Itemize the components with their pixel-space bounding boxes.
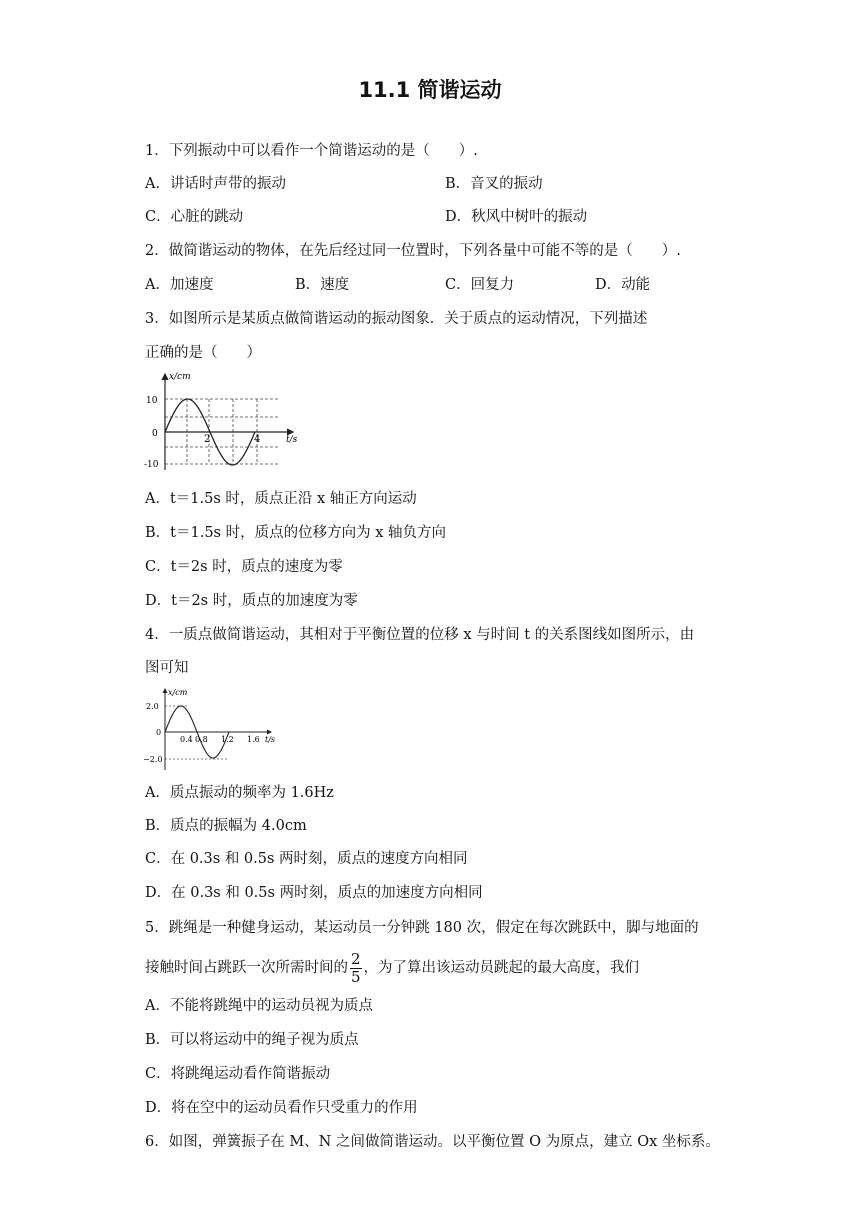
q4-option-a: A．质点振动的频率为 1.6Hz xyxy=(145,785,334,801)
q4-option-b: B．质点的振幅为 4.0cm xyxy=(145,818,307,834)
q4-x-tick-1.6: 1.6 xyxy=(247,735,260,744)
q4-option-c: C．在 0.3s 和 0.5s 两时刻，质点的速度方向相同 xyxy=(145,851,468,867)
q3-y-tick-neg10: -10 xyxy=(144,460,159,470)
q1-option-b: B．音叉的振动 xyxy=(445,176,543,192)
q5-option-d: D．将在空中的运动员看作只受重力的作用 xyxy=(145,1100,418,1116)
q4-y-tick-0: 0 xyxy=(156,728,162,737)
q4-x-tick-1.2: 1.2 xyxy=(221,735,234,744)
q4-y-tick-2: 2.0 xyxy=(146,702,159,711)
q4-oscillation-graph xyxy=(143,686,283,774)
q3-x-axis-label: t/s xyxy=(286,435,298,445)
q1-option-c: C．心脏的跳动 xyxy=(145,209,244,225)
q4-y-tick-neg2: −2.0 xyxy=(143,755,163,764)
q4-option-d: D．在 0.3s 和 0.5s 两时刻，质点的加速度方向相同 xyxy=(145,885,483,901)
q2-option-b: B．速度 xyxy=(295,277,350,293)
q3-option-b: B．t＝1.5s 时，质点的位移方向为 x 轴负方向 xyxy=(145,525,446,541)
question-2-stem: 2．做简谐运动的物体，在先后经过同一位置时，下列各量中可能不等的是（ ）. xyxy=(145,243,681,259)
q1-option-d: D．秋风中树叶的振动 xyxy=(445,209,588,225)
question-1-stem: 1．下列振动中可以看作一个简谐运动的是（ ）. xyxy=(145,143,478,159)
question-4-stem-line1: 4．一质点做简谐运动，其相对于平衡位置的位移 x 与时间 t 的关系图线如图所示，由 xyxy=(145,627,695,643)
page-title: 11.1 简谐运动 xyxy=(358,78,502,102)
q2-option-a: A．加速度 xyxy=(145,277,214,293)
q2-option-d: D．动能 xyxy=(595,277,651,293)
q3-x-tick-2: 2 xyxy=(204,434,211,445)
q5-option-b: B．可以将运动中的绳子视为质点 xyxy=(145,1032,359,1048)
q5-option-a: A．不能将跳绳中的运动员视为质点 xyxy=(145,998,373,1014)
question-6-stem: 6．如图，弹簧振子在 M、N 之间做简谐运动。以平衡位置 O 为原点，建立 Ox 坐标系。 xyxy=(145,1134,720,1150)
q3-x-tick-4: 4 xyxy=(254,434,261,445)
q2-option-c: C．回复力 xyxy=(445,277,515,293)
question-4-stem-line2: 图可知 xyxy=(145,660,189,676)
q5-option-c: C．将跳绳运动看作简谐振动 xyxy=(145,1066,331,1082)
q5-fraction-numerator: 2 xyxy=(351,949,361,968)
q4-y-axis-label: x/cm xyxy=(168,688,188,697)
q4-x-tick-0.8: 0.8 xyxy=(195,735,208,744)
q5-fraction-denominator: 5 xyxy=(351,967,361,986)
q5-stem-before-fraction: 接触时间占跳跃一次所需时间的 xyxy=(145,960,348,976)
q3-y-axis-label: x/cm xyxy=(169,372,191,382)
question-5-stem-line2 xyxy=(145,947,639,989)
q4-x-tick-0.4: 0.4 xyxy=(180,735,193,744)
q3-y-tick-10: 10 xyxy=(146,396,158,406)
question-5-stem-line1: 5．跳绳是一种健身运动，某运动员一分钟跳 180 次，假定在每次跳跃中，脚与地面的 xyxy=(145,920,699,936)
question-3-stem-line2: 正确的是（ ） xyxy=(145,345,261,361)
q3-y-tick-0: 0 xyxy=(152,429,158,439)
q5-fraction xyxy=(350,951,362,986)
q3-oscillation-graph xyxy=(143,368,303,476)
q3-option-d: D．t＝2s 时，质点的加速度为零 xyxy=(145,593,358,609)
q4-x-axis-label: t/s xyxy=(265,735,276,744)
question-3-stem-line1: 3．如图所示是某质点做简谐运动的振动图象．关于质点的运动情况，下列描述 xyxy=(145,311,648,327)
q3-option-a: A．t＝1.5s 时，质点正沿 x 轴正方向运动 xyxy=(145,491,417,507)
q5-stem-after-fraction: ，为了算出该运动员跳起的最大高度，我们 xyxy=(363,960,640,976)
q1-option-a: A．讲话时声带的振动 xyxy=(145,176,286,192)
q3-option-c: C．t＝2s 时，质点的速度为零 xyxy=(145,559,343,575)
